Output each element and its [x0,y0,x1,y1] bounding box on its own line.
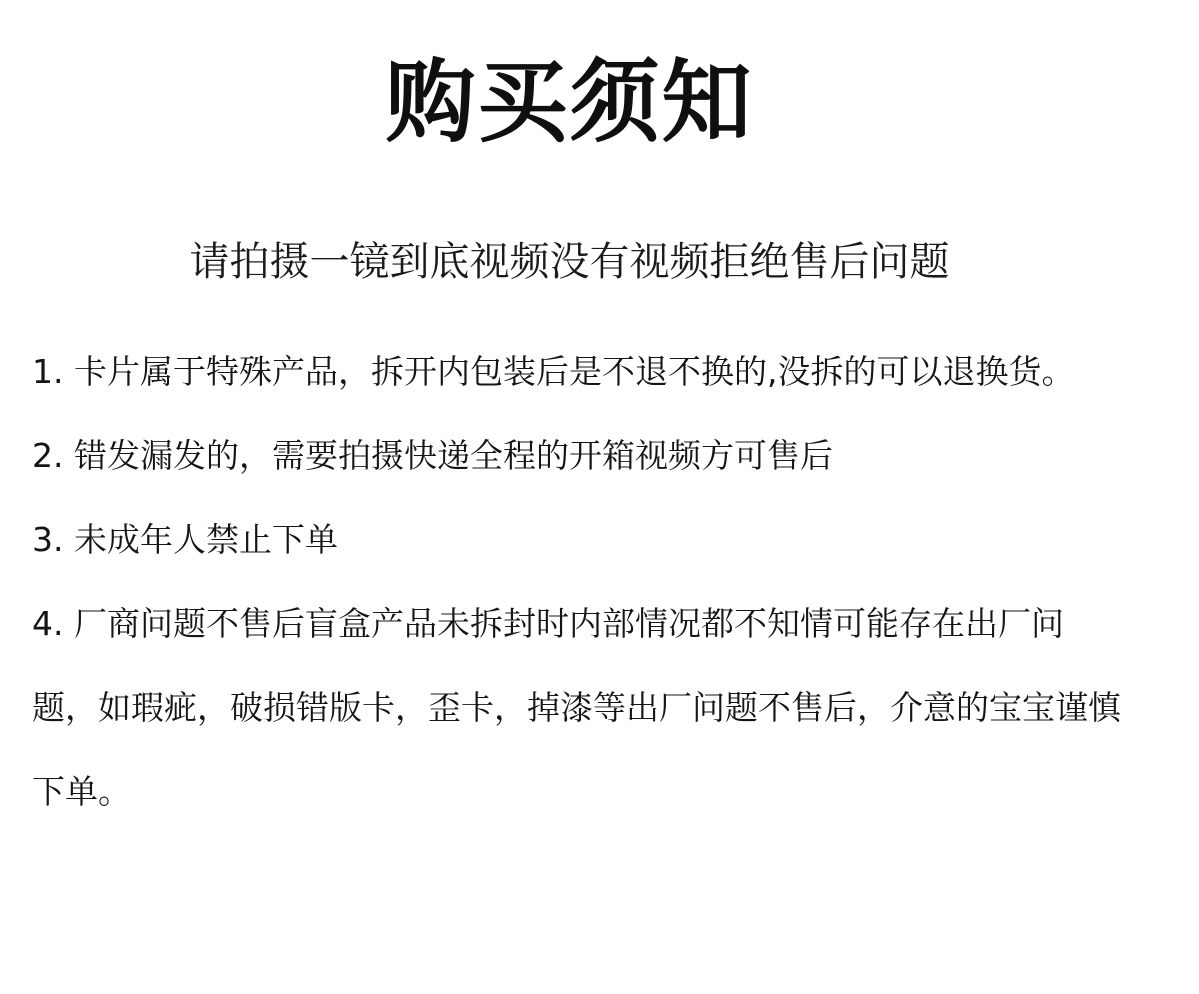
notice-item-4: 4. 厂商问题不售后盲盒产品未拆封时内部情况都不知情可能存在出厂问题，如瑕疵，破损错版卡，歪卡，掉漆等出厂问题不售后，介意的宝宝谨慎下单。 [32,604,1121,811]
notice-item-1: 1. 卡片属于特殊产品，拆开内包装后是不退不换的,没拆的可以退换货。 [32,352,1075,391]
notice-item-2: 2. 错发漏发的，需要拍摄快递全程的开箱视频方可售后 [32,436,833,475]
notice-list [32,330,1122,834]
page-title: 购买须知 [385,50,754,155]
video-requirement-subtitle: 请拍摄一镜到底视频没有视频拒绝售后问题 [189,239,950,285]
notice-item-3: 3. 未成年人禁止下单 [32,520,338,559]
